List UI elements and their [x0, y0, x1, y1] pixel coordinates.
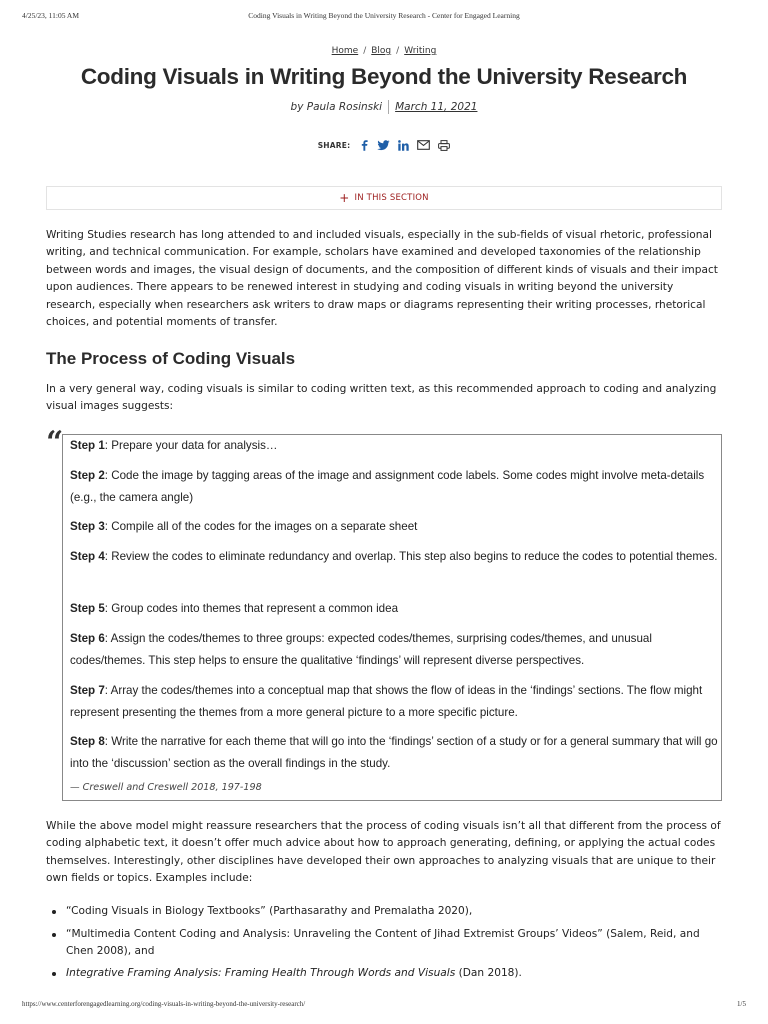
- list-item-text: “Coding Visuals in Biology Textbooks” (Parthasarathy and Premalatha 2020),: [66, 905, 473, 917]
- facebook-icon[interactable]: [360, 140, 369, 151]
- step-text: : Prepare your data for analysis…: [104, 439, 278, 452]
- step-item: [70, 516, 722, 538]
- step-label: Step 3: [70, 520, 105, 533]
- print-page-number: 1/5: [737, 1000, 746, 1008]
- section-heading: The Process of Coding Visuals: [46, 349, 296, 368]
- print-icon[interactable]: [438, 140, 450, 151]
- step-text: : Write the narrative for each theme that will go into the ‘findings’ section of a study or for a general summary that will go into the ‘discussion’ section as the overall findings in the study.: [70, 735, 718, 770]
- print-header: [22, 11, 746, 23]
- byline: [0, 100, 768, 114]
- step-text: : Array the codes/themes into a conceptual map that shows the flow of ideas in the ‘findings’ sections. The flow might represent presenting the themes from a more general picture to a more specific picture.: [70, 684, 703, 719]
- in-this-section-label: IN THIS SECTION: [354, 193, 429, 203]
- step-text: : Assign the codes/themes to three groups: expected codes/themes, surprising codes/themes, and unusual codes/themes. This step helps to ensure the qualitative ‘findings’ will represent diverse perspectives.: [70, 632, 652, 667]
- publish-date-link[interactable]: March 11, 2021: [395, 101, 478, 113]
- examples-list: [46, 903, 722, 988]
- breadcrumb-blog-link[interactable]: Blog: [371, 46, 392, 56]
- step-text: : Compile all of the codes for the images on a separate sheet: [104, 520, 418, 533]
- print-page-title: Coding Visuals in Writing Beyond the University Research - Center for Engaged Learning: [248, 11, 520, 20]
- share-bar: [0, 137, 768, 153]
- step-item: [70, 680, 722, 723]
- breadcrumb-separator: /: [396, 46, 400, 56]
- breadcrumb-home-link[interactable]: Home: [331, 46, 359, 56]
- step-text: : Group codes into themes that represent a common idea: [104, 602, 399, 615]
- page-title: Coding Visuals in Writing Beyond the University Research: [80, 64, 688, 89]
- twitter-icon[interactable]: [377, 140, 390, 151]
- step-label: Step 7: [70, 684, 105, 697]
- plus-icon: +: [339, 191, 350, 205]
- in-this-section-toggle[interactable]: [46, 186, 722, 210]
- after-quote-paragraph: While the above model might reassure researchers that the process of coding visuals isn’t all that different from the process of coding alphabetic text, it doesn’t offer much advice about how to approach generating, defining, or applying the actual codes themselves. Interestingly, other disciplines have developed their own approaches to analyzing visuals that are unique to their own fields or topics. Examples include:: [46, 820, 721, 885]
- breadcrumb-separator: /: [363, 46, 367, 56]
- step-label: Step 1: [70, 439, 105, 452]
- step-item: [70, 731, 722, 774]
- step-text: : Code the image by tagging areas of the image and assignment code labels. Some codes might involve meta-details (e.g., the camera angle): [70, 469, 705, 504]
- print-datetime: 4/25/23, 11:05 AM: [22, 11, 80, 20]
- step-text: : Review the codes to eliminate redundancy and overlap. This step also begins to reduce the codes to potential themes.: [104, 550, 718, 563]
- step-label: Step 4: [70, 550, 105, 563]
- linkedin-icon[interactable]: [398, 140, 409, 151]
- list-item: [46, 926, 722, 960]
- print-footer: [22, 1000, 746, 1012]
- step-label: Step 8: [70, 735, 105, 748]
- intro-paragraph: Writing Studies research has long attended to and included visuals, especially in the sub-fields of visual rhetoric, professional writing, and technical communication. For example, scholars have examined and developed taxonomies of the relationship between words and images, the visual design of documents, and the composition of different kinds of visuals and their impact upon audiences. There appears to be renewed interest in studying and coding visuals in writing beyond the university research, especially when researchers ask writers to draw maps or diagrams representing their writing processes, rhetorical choices, and potential moments of transfer.: [46, 229, 718, 329]
- print-url: https://www.centerforengagedlearning.org/coding-visuals-in-writing-beyond-the-university-research/: [22, 1000, 306, 1008]
- list-item-text: “Multimedia Content Coding and Analysis: Unraveling the Content of Jihad Extremist Groups’ Videos” (Salem, Reid, and Chen 2008), and: [66, 927, 700, 957]
- step-label: Step 5: [70, 602, 105, 615]
- list-item-text: (Dan 2018).: [455, 967, 522, 979]
- step-label: Step 6: [70, 632, 105, 645]
- step-item: [70, 546, 722, 568]
- list-item-italic: Integrative Framing Analysis: Framing Health Through Words and Visuals: [66, 967, 456, 979]
- breadcrumb: [0, 46, 768, 56]
- list-item: [46, 903, 722, 920]
- step-label: Step 2: [70, 469, 105, 482]
- step-item: [70, 435, 722, 457]
- process-intro-paragraph: In a very general way, coding visuals is similar to coding written text, as this recommended approach to coding and analyzing visual images suggests:: [46, 383, 717, 413]
- quote-mark-icon: “: [46, 425, 64, 460]
- step-item: [70, 628, 722, 671]
- author-name: by Paula Rosinski: [290, 101, 383, 113]
- byline-divider: [388, 100, 389, 114]
- email-icon[interactable]: [417, 140, 430, 150]
- quote-citation: — Creswell and Creswell 2018, 197-198: [70, 782, 262, 793]
- list-item: [46, 965, 722, 982]
- step-item: [70, 598, 722, 620]
- share-label: SHARE:: [317, 140, 351, 150]
- breadcrumb-writing-link[interactable]: Writing: [404, 46, 437, 56]
- step-item: [70, 465, 722, 508]
